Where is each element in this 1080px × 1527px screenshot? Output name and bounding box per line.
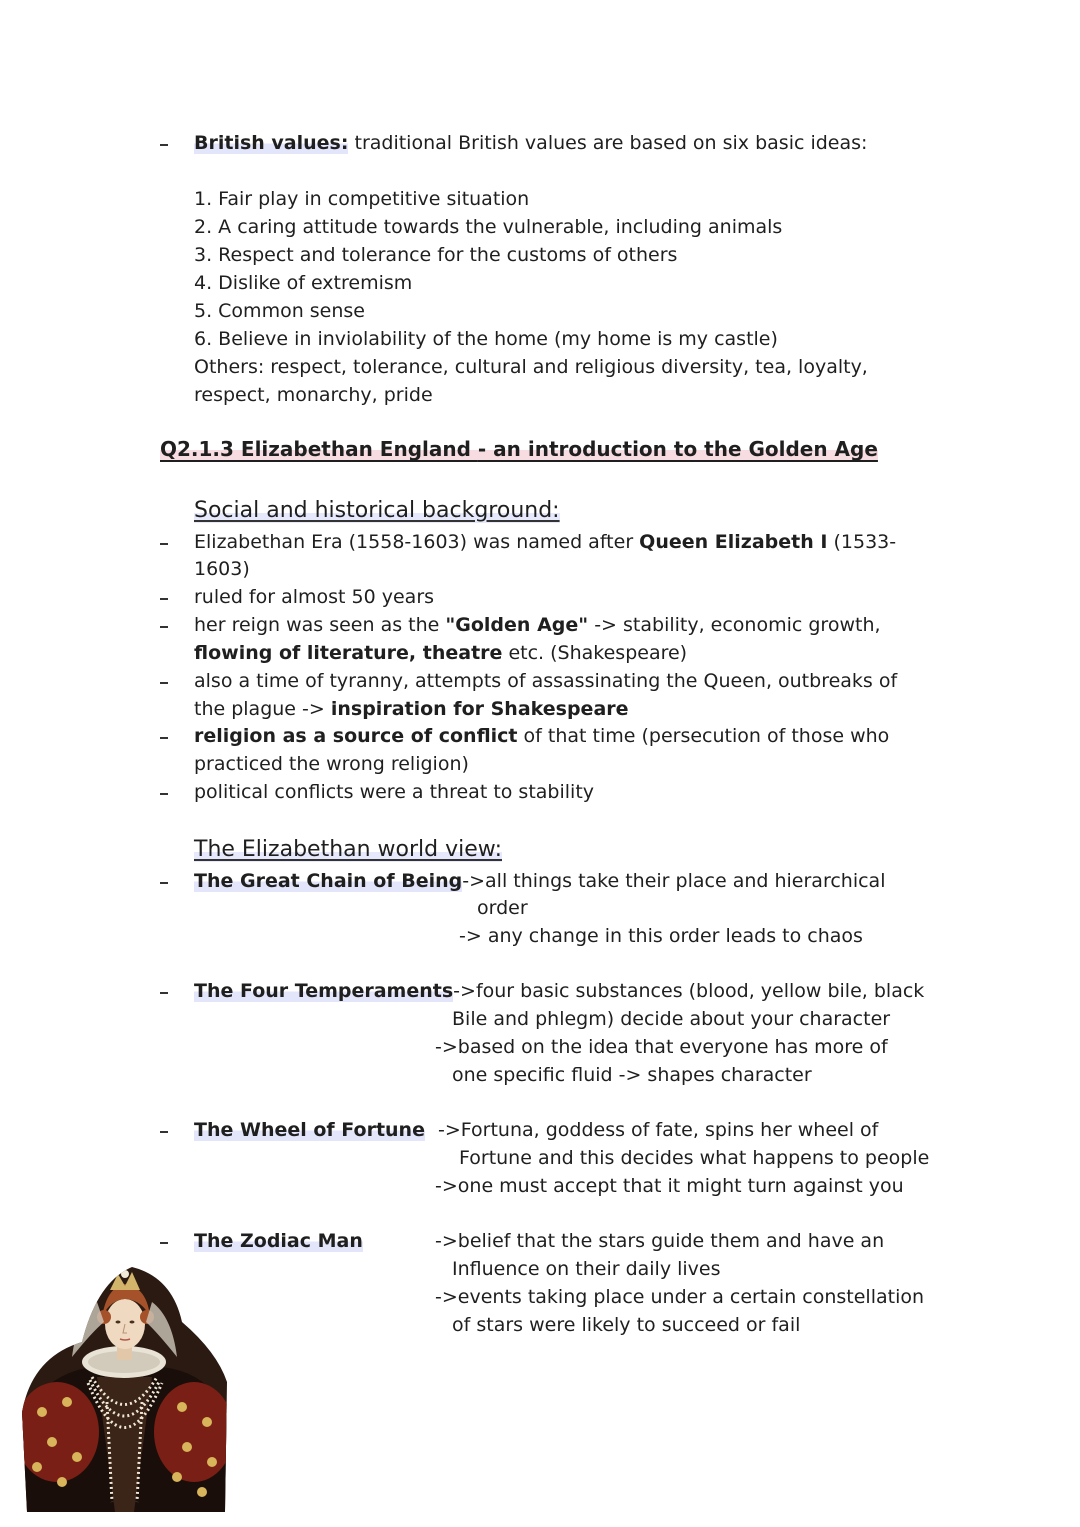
zodiac-label: The Zodiac Man [194,1230,363,1252]
worldview-title: The Elizabethan world view: [194,837,502,862]
list-item: 2. A caring attitude towards the vulnerable, including animals [194,216,783,238]
zodiac-line-1: ->belief that the stars guide them and have an [435,1230,885,1252]
british-values-intro: traditional British values are based on six basic ideas: [348,132,868,154]
background-title: Social and historical background: [194,498,560,523]
bullet-dash [160,543,168,545]
bullet-dash [160,737,168,739]
bullet-dash [160,598,168,600]
wheel-label: The Wheel of Fortune [194,1119,425,1141]
background-bullet-5: religion as a source of conflict of that time (persecution of those who [194,725,890,747]
bullet-dash [160,682,168,684]
others-line-1: Others: respect, tolerance, cultural and religious diversity, tea, loyalty, [194,356,868,378]
queen-elizabeth-portrait [22,1262,227,1512]
bullet-dash [160,992,168,994]
section-heading [160,435,878,464]
temp-label: The Four Temperaments [194,980,454,1002]
temp-line-4: one specific fluid -> shapes character [452,1064,812,1086]
list-item: 4. Dislike of extremism [194,272,413,294]
bullet-dash [160,144,168,146]
background-bullet-1-cont: 1603) [194,558,250,580]
bullet-dash [160,1131,168,1133]
temp-line-2: Bile and phlegm) decide about your character [452,1008,891,1030]
others-line-2: respect, monarchy, pride [194,384,433,406]
list-item: 5. Common sense [194,300,365,322]
background-bullet-3-cont: flowing of literature, theatre etc. (Shakespeare) [194,642,688,664]
background-bullet-1: Elizabethan Era (1558-1603) was named after Queen Elizabeth I (1533- [194,531,897,553]
chain-line-1: The Great Chain of Being->all things take their place and hierarchical [194,870,886,892]
british-values-label: British values: [194,132,349,154]
background-bullet-3: her reign was seen as the "Golden Age" -> stability, economic growth, [194,614,881,636]
wheel-line-2: Fortune and this decides what happens to people [459,1147,930,1169]
list-item: 3. Respect and tolerance for the customs of others [194,244,678,266]
chain-line-2: order [477,897,528,919]
zodiac-line-4: of stars were likely to succeed or fail [452,1314,801,1336]
background-bullet-4: also a time of tyranny, attempts of assassinating the Queen, outbreaks of [194,670,898,692]
section-heading-b: - an introduction to the Golden Age [477,437,878,461]
chain-line-3: -> any change in this order leads to chaos [459,925,863,947]
bullet-dash [160,882,168,884]
wheel-line-1: ->Fortuna, goddess of fate, spins her wheel of [438,1119,879,1141]
chain-label: The Great Chain of Being [194,870,463,892]
section-heading-a: Q2.1.3 Elizabethan England [160,437,478,461]
bullet-dash [160,1242,168,1244]
wheel-line-3: ->one must accept that it might turn against you [435,1175,904,1197]
background-bullet-2: ruled for almost 50 years [194,586,435,608]
zodiac-line-2: Influence on their daily lives [452,1258,721,1280]
bullet-dash [160,793,168,795]
british-values-line [194,129,867,157]
list-item: 6. Believe in inviolability of the home (my home is my castle) [194,328,778,350]
background-bullet-6: political conflicts were a threat to stability [194,781,595,803]
bullet-dash [160,626,168,628]
temp-line-1: The Four Temperaments->four basic substances (blood, yellow bile, black [194,980,925,1002]
zodiac-line-3: ->events taking place under a certain constellation [435,1286,925,1308]
background-bullet-5-cont: practiced the wrong religion) [194,753,469,775]
list-item: 1. Fair play in competitive situation [194,188,530,210]
background-bullet-4-cont: the plague -> inspiration for Shakespeare [194,698,629,720]
temp-line-3: ->based on the idea that everyone has more of [435,1036,888,1058]
